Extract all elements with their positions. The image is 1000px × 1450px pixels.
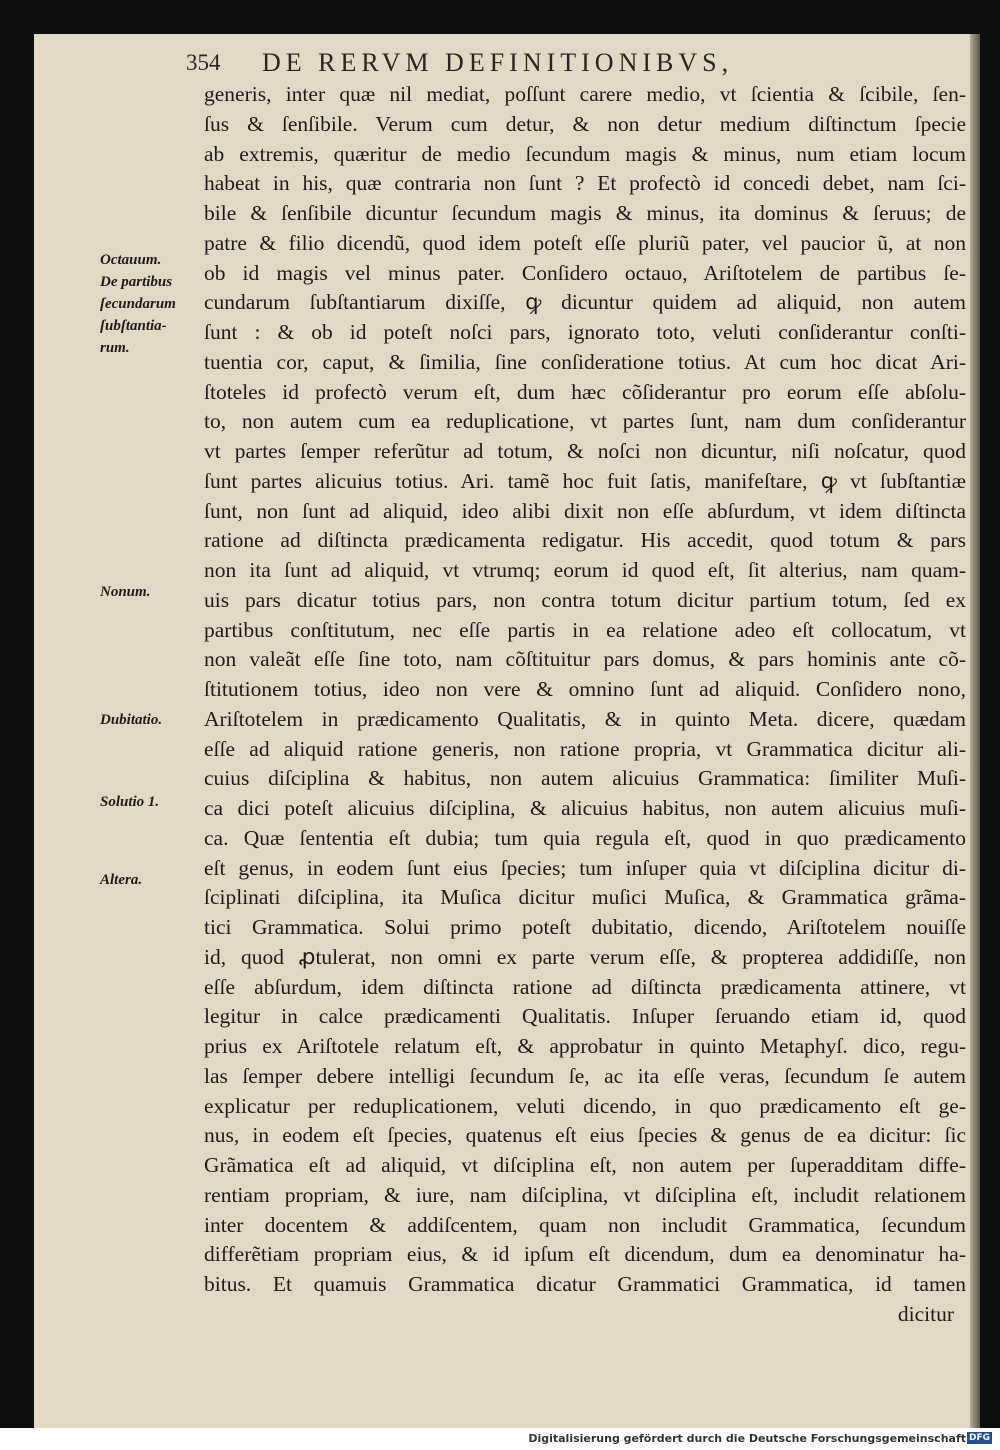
text-line: cundarum ſubſtantiarum dixiſſe, ꝙ dicuntur quidem ad aliquid, non autem (204, 290, 966, 315)
body-text (204, 80, 966, 1330)
text-line: prius ex Ariſtotele relatum eſt, & approbatur in quinto Metaphyſ. dico, regu- (204, 1034, 966, 1058)
text-line: explicatur per reduplicationem, veluti dicendo, in quo prædicamento eſt ge- (204, 1093, 966, 1118)
text-line: ſunt partes alicuius totius. Ari. tamẽ hoc fuit ſatis, manifeſtare, ꝙ vt ſubſtantiæ (204, 468, 966, 493)
text-line: eſſe abſurdum, idem diſtincta ratione ad diſtincta prædicamenta attinere, vt (204, 974, 966, 999)
text-line: to, non autem cum ea reduplicatione, vt partes ſunt, nam dum conſiderantur (204, 409, 966, 434)
text-line: bitus. Et quamuis Grammatica dicatur Grammatici Grammatica, id tamen (204, 1272, 966, 1296)
text-line: non ita ſunt ad aliquid, vt vtrumq; eorum id quod eſt, ſit alterius, nam quam- (204, 558, 966, 582)
text-line: differẽtiam propriam eius, & id ipſum eſt dicendum, dum ea denominatur ha- (204, 1242, 966, 1267)
text-line: eſt genus, in eodem ſunt eius ſpecies; tum inſuper quia vt diſciplina dicitur di- (204, 855, 966, 880)
text-line: ratione ad diſtincta prædicamenta redigatur. His accedit, quod totum & pars (204, 528, 966, 553)
text-line: id, quod ꝓtulerat, non omni ex parte verum eſſe, & propterea addidiſſe, non (204, 944, 966, 969)
text-line: patre & filio dicendũ, quod idem poteſt eſſe pluriũ pater, vel paucior ũ, at non (204, 230, 966, 255)
page-gutter-shadow (970, 34, 980, 1429)
text-line: nus, in eodem eſt ſpecies, quatenus eſt eius ſpecies & genus de ea dicitur: ſic (204, 1123, 966, 1148)
text-line: Ariſtotelem in prædicamento Qualitatis, & in quinto Meta. dicere, quædam (204, 706, 966, 731)
margin-note-de-partibus-2: ſecundarum (100, 296, 176, 312)
margin-note-de-partibus-1: De partibus (100, 274, 173, 290)
margin-note-de-partibus-4: rum. (100, 340, 130, 356)
text-line: eſſe ad aliquid ratione generis, non ratione propria, vt Grammatica dicitur ali- (204, 736, 966, 761)
text-line: uis pars dicatur totius pars, non contra totum dicitur partium totum, ſed ex (204, 587, 966, 612)
text-line: dicitur (897, 1301, 954, 1326)
dfg-logo: DFG (968, 1433, 990, 1443)
text-line: ſunt : & ob id poteſt noſci pars, ignorato toto, veluti conſiderantur conſti- (204, 320, 966, 344)
text-line: partibus conſtitutum, nec eſſe partis in ea relatione adeo eſt collocatum, vt (204, 617, 966, 642)
text-line: generis, inter quæ nil mediat, poſſunt carere medio, vt ſcientia & ſcibile, ſen- (204, 82, 966, 106)
footer-credit: Digitalisierung gefördert durch die Deutsche Forschungsgemeinschaft (528, 1432, 966, 1445)
text-line: legitur in calce prædicamenti Qualitatis. Inſuper ſeruando etiam id, quod (204, 1004, 966, 1029)
margin-note-dubitatio: Dubitatio. (100, 712, 163, 728)
running-title: DE RERVM DEFINITIONIBVS, (262, 48, 734, 77)
text-line: cuius diſciplina & habitus, non autem alicuius Grammatica: ſimiliter Muſi- (204, 766, 966, 791)
text-line: ſtitutionem totius, ideo non vere & omnino ſunt ad aliquid. Conſidero nono, (204, 677, 966, 701)
text-line: las ſemper debere intelligi ſecundum ſe, ac ita eſſe veras, ſecundum ſe autem (204, 1063, 966, 1088)
text-line: tici Grammatica. Solui primo poteſt dubitatio, dicendo, Ariſtotelem nouiſſe (204, 915, 966, 939)
text-line: ob id magis vel minus pater. Conſidero octauo, Ariſtotelem de partibus ſe- (204, 260, 966, 285)
text-line: vt partes ſemper referũtur ad totum, & noſci non dicuntur, niſi noſcatur, quod (204, 439, 966, 463)
text-line: tuentia cor, caput, & ſimilia, ſine conſideratione totius. At cum hoc dicat Ari- (204, 349, 966, 374)
text-line: ſus & ſenſibile. Verum cum detur, & non detur medium diſtinctum ſpecie (204, 111, 966, 136)
text-line: habeat in his, quæ contraria non ſunt ? Et profectò id concedi debet, nam ſci- (204, 171, 966, 196)
text-line: ſciplinati diſciplina, ita Muſica dicitur muſici Muſica, & Grammatica grãma- (204, 885, 966, 910)
margin-note-de-partibus-3: ſubſtantia- (100, 318, 167, 334)
text-line: ab extremis, quæritur de medio ſecundum magis & minus, num etiam locum (204, 141, 966, 166)
text-line: rentiam propriam, & iure, nam diſciplina, vt diſciplina eſt, includit relationem (204, 1182, 966, 1207)
margin-note-altera: Altera. (100, 872, 143, 888)
text-line: Grãmatica eſt ad aliquid, vt diſciplina eſt, non autem per ſuperadditam diffe- (204, 1153, 966, 1177)
text-line: ca dici poteſt alicuius diſciplina, & alicuius habitus, non autem alicuius muſi- (204, 796, 966, 820)
text-line: inter docentem & addiſcentem, quam non includit Grammatica, ſecundum (204, 1212, 966, 1237)
text-line: ſunt, non ſunt ad aliquid, ideo alibi dixit non eſſe abſurdum, vt idem diſtincta (204, 498, 966, 523)
page-number: 354 (186, 50, 221, 75)
margin-note-octauum: Octauum. (100, 252, 162, 268)
text-line: ca. Quæ ſententia eſt dubia; tum quia regula eſt, quod in quo prædicamento (204, 825, 966, 850)
margin-note-nonum: Nonum. (100, 584, 151, 600)
text-line: non valeãt eſſe ſine toto, nam cõſtituitur pars domus, & pars hominis ante cõ- (204, 647, 966, 672)
margin-note-solutio: Solutio 1. (100, 794, 160, 810)
text-line: ſtoteles id profectò verum eſt, dum hæc cõſiderantur pro eorum eſſe abſolu- (204, 379, 966, 404)
text-line: bile & ſenſibile dicuntur ſecundum magis & minus, ita dominus & ſeruus; de (204, 201, 966, 225)
footer-bar (0, 1428, 1000, 1450)
